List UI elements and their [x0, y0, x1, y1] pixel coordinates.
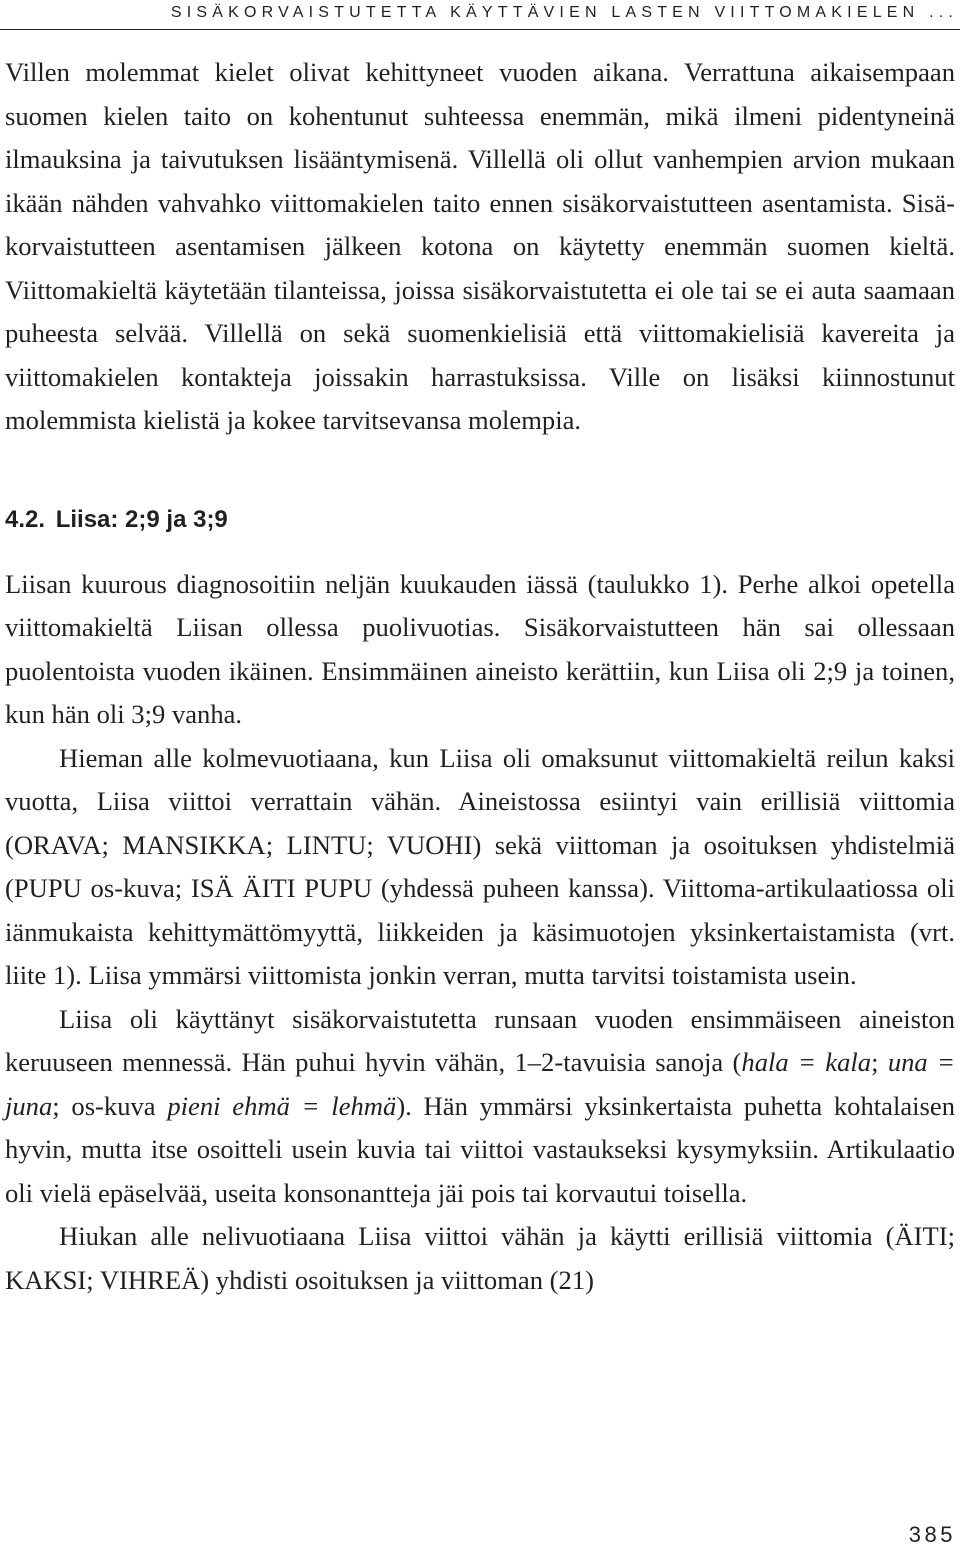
running-header-title: SISÄKORVAISTUTETTA KÄYTTÄVIEN LASTEN VIITTOMAKIELEN ... — [170, 4, 958, 21]
example-word: pieni ehmä = lehmä — [167, 1090, 397, 1121]
paragraph: Hiukan alle nelivuotiaana Liisa viittoi vähän ja käytti erillisiä viittomia (ÄITI; KAKSI; VIHREÄ) yhdisti osoituksen ja viittoman (21) — [5, 1221, 955, 1295]
paragraph-text: ; os-kuva — [52, 1090, 168, 1121]
paragraph — [5, 998, 955, 1216]
running-header — [0, 0, 960, 30]
section-number: 4.2. — [5, 505, 46, 533]
paragraph-text: Liisa oli käyttänyt sisäkorvaistutetta runsaan vuoden ensimmäiseen aineiston keruuseen mennessä. Hän puhui hyvin vähän, 1–2-tavuisia sanoja ( — [5, 1003, 955, 1077]
section-heading — [5, 505, 955, 535]
paragraph: Villen molemmat kielet olivat kehittyneet vuoden aikana. Verrattuna aikaisempaan suomen kielen taito on kohentunut suhteessa enemmän, mikä ilmeni pidentyneinä ilmauksina ja taivutuksen lisääntymisenä. Villellä oli ollut vanhempien arvion mukaan ikään nähden vahvahko viittomakielen taito ennen sisäkorvaistutteen asentamista. Sisäkorvaistutteen asentamisen jälkeen kotona on käytetty enemmän suomen kieltä. Viittomakieltä käytetään tilanteissa, joissa sisäkorvaistutetta ei ole tai se ei auta saamaan puheesta selvää. Villellä on sekä suomenkielisiä että viittomakielisiä kavereita ja viittomakielen kontakteja joissakin harrastuksissa. Ville on lisäksi kiinnostunut molemmista kielistä ja kokee tarvitsevansa molempia. — [5, 57, 955, 435]
example-word: hala = kala — [741, 1047, 872, 1077]
page-body — [5, 51, 955, 1302]
section-title: Liisa: 2;9 ja 3;9 — [55, 505, 228, 533]
paragraph-text: ). Hän ymmärsi yksinkertaista puhetta kohtalaisen hyvin, mutta itse osoitteli usein kuvia tai viittoi vastaukseksi kysymyksiin. Artikulaatio oli vielä epäselvää, useita konsonantteja jäi pois tai korvautui toisella. — [5, 1090, 955, 1208]
paragraph: Hieman alle kolmevuotiaana, kun Liisa oli omaksunut viittomakieltä reilun kaksi vuotta, Liisa viittoi verrattain vähän. Aineistossa esiintyi vain erillisiä viittomia (ORAVA; MANSIKKA; LINTU; VUOHI) sekä viittoman ja osoituksen yhdistelmiä (PUPU os-kuva; ISÄ ÄITI PUPU (yhdessä puheen kanssa). Viittoma-artikulaatiossa oli iänmukaista kehittymättömyyttä, liikkeiden ja käsimuotojen yksinkertaistamista (vrt. liite 1). Liisa ymmärsi viittomista jonkin verran, mutta tarvitsi toistamista usein. — [5, 742, 955, 990]
paragraph-text: ; — [871, 1047, 888, 1077]
paragraph: Liisan kuurous diagnosoitiin neljän kuukauden iässä (taulukko 1). Perhe alkoi opetella viittomakieltä Liisan ollessa puolivuotias. Sisäkorvaistutteen hän sai ollessaan puolentoista vuoden ikäinen. Ensimmäinen aineisto kerättiin, kun Liisa oli 2;9 ja toinen, kun hän oli 3;9 vanha. — [5, 568, 955, 729]
example-word: una = juna — [5, 1047, 955, 1121]
page-number: 385 — [908, 1522, 956, 1547]
